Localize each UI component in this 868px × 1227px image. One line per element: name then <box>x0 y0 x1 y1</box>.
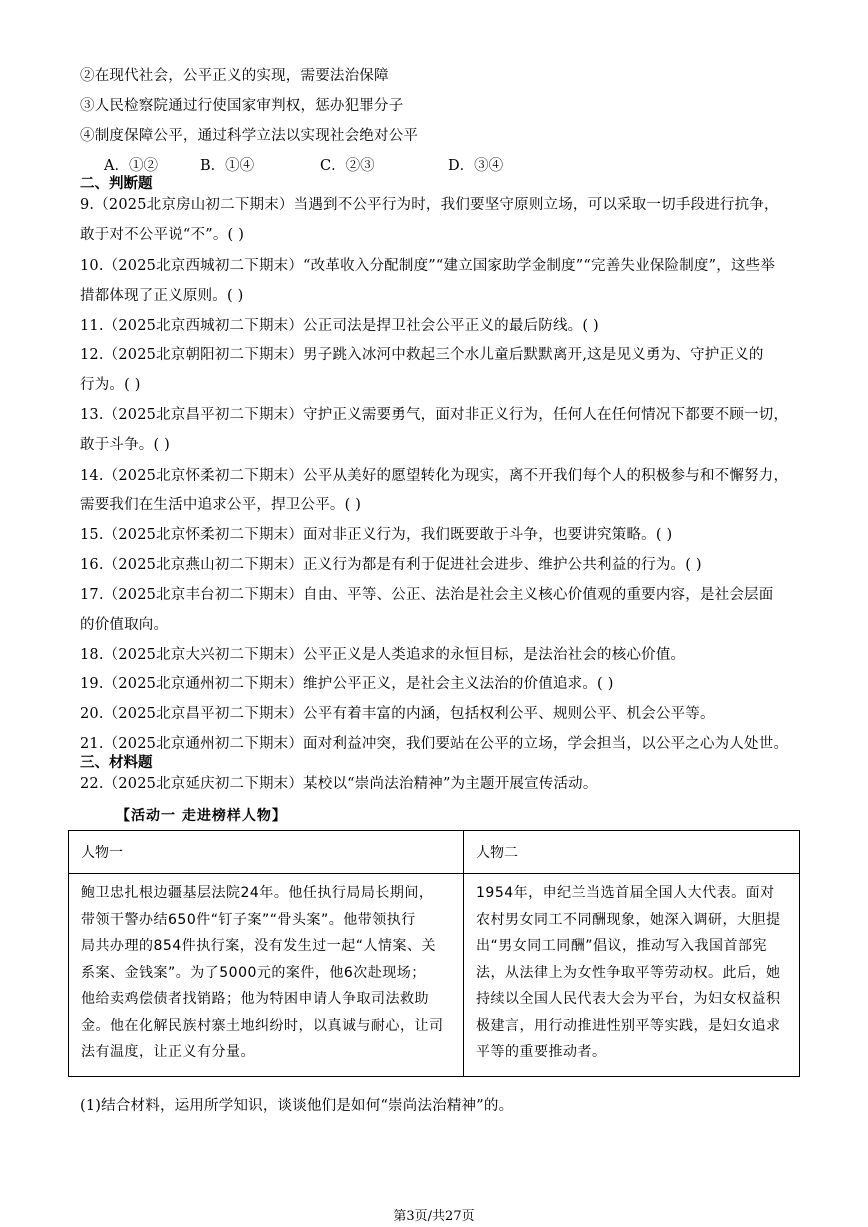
table-header-person-1: 人物一 <box>69 831 464 874</box>
question-21: 21.（2025北京通州初二下期末）面对利益冲突，我们要站在公平的立场，学会担当，以公平之心为人处世。 <box>80 736 789 752</box>
question-17-line-1: 17.（2025北京丰台初二下期末）自由、平等、公正、法治是社会主义核心价值观的重要内容，是社会层面 <box>80 587 774 603</box>
question-13-line-2: 敢于斗争。( ) <box>80 437 171 453</box>
question-10-line-1: 10.（2025北京西城初二下期末）“改革收入分配制度”“建立国家助学金制度”“完善失业保险制度”，这些举 <box>80 258 776 274</box>
option-c: C．②③ <box>320 158 375 174</box>
person-1-line: 带领干警办结650件“钉子案”“骨头案”。他带领执行 <box>81 911 416 928</box>
question-11: 11.（2025北京西城初二下期末）公正司法是捍卫社会公平正义的最后防线。( ) <box>80 318 599 334</box>
question-19: 19.（2025北京通州初二下期末）维护公平正义，是社会主义法治的价值追求。( ) <box>80 676 614 692</box>
material-table <box>68 830 800 1077</box>
table-cell-person-2 <box>464 874 800 1077</box>
person-2-line: 持续以全国人民代表大会为平台，为妇女权益积 <box>476 991 781 1007</box>
question-9-line-2: 敢于对不公平说“不”。( ) <box>80 227 245 243</box>
person-1-line: 局共办理的854件执行案，没有发生过一起“人情案、关 <box>81 938 436 954</box>
person-2-line: 平等的重要推动者。 <box>476 1044 607 1060</box>
person-1-line: 系案、金钱案”。为了5000元的案件，他6次赴现场； <box>81 964 426 981</box>
statement-2: ②在现代社会，公平正义的实现，需要法治保障 <box>80 68 389 84</box>
question-14-line-1: 14.（2025北京怀柔初二下期末）公平从美好的愿望转化为现实，离不开我们每个人的积极参与和不懈努力， <box>80 468 789 484</box>
section-title-material: 三、材料题 <box>80 755 153 771</box>
table-header-person-2: 人物二 <box>464 831 800 874</box>
question-9-line-1: 9.（2025北京房山初二下期末）当遇到不公平行为时，我们要坚守原则立场，可以采取一切手段进行抗争， <box>80 197 779 213</box>
option-b: B．①④ <box>200 158 255 174</box>
person-2-line: 出“男女同工同酬”倡议，推动写入我国首部宪 <box>476 938 768 954</box>
person-1-line: 法有温度，让正义有分量。 <box>81 1044 255 1060</box>
statement-4: ④制度保障公平，通过科学立法以实现社会绝对公平 <box>80 128 419 144</box>
table-cell-person-1 <box>69 874 464 1077</box>
question-12-line-1: 12.（2025北京朝阳初二下期末）男子跳入冰河中救起三个水儿童后默默离开,这是见义勇为、守护正义的 <box>80 347 764 363</box>
person-2-line: 农村男女同工不同酬现象，她深入调研，大胆提 <box>476 911 781 928</box>
question-17-line-2: 的价值取向。 <box>80 617 169 633</box>
question-10-line-2: 措都体现了正义原则。( ) <box>80 288 244 304</box>
person-1-line: 金。他在化解民族村寨土地纠纷时，以真诚与耐心，让司 <box>81 1017 444 1034</box>
question-14-line-2: 需要我们在生活中追求公平，捍卫公平。( ) <box>80 497 362 513</box>
person-2-line: 1954年，申纪兰当选首届全国人大代表。面对 <box>476 885 775 901</box>
option-d: D．③④ <box>448 158 504 174</box>
statement-3: ③人民检察院通过行使国家审判权，惩办犯罪分子 <box>80 98 404 114</box>
section-title-judgement: 二、判断题 <box>80 176 153 192</box>
question-18: 18.（2025北京大兴初二下期末）公平正义是人类追求的永恒目标，是法治社会的核心价值。 <box>80 647 686 663</box>
person-2-line: 极建言，用行动推进性别平等实践，是妇女追求 <box>476 1017 781 1034</box>
person-1-line: 鲍卫忠扎根边疆基层法院24年。他任执行局局长期间， <box>81 885 434 901</box>
option-a: A．①② <box>104 158 158 174</box>
person-2-line: 法，从法律上为女性争取平等劳动权。此后，她 <box>476 964 781 981</box>
question-22: 22.（2025北京延庆初二下期末）某校以“崇尚法治精神”为主题开展宣传活动。 <box>80 776 598 792</box>
question-15: 15.（2025北京怀柔初二下期末）面对非正义行为，我们既要敢于斗争，也要讲究策略。( ) <box>80 527 673 543</box>
question-13-line-1: 13.（2025北京昌平初二下期末）守护正义需要勇气，面对非正义行为，任何人在任何情况下都要不顾一切， <box>80 407 789 423</box>
question-22-sub-1: (1)结合材料，运用所学知识，谈谈他们是如何“崇尚法治精神”的。 <box>80 1098 514 1114</box>
page-footer: 第3页/共27页 <box>393 1209 475 1224</box>
question-12-line-2: 行为。( ) <box>80 377 141 393</box>
question-20: 20.（2025北京昌平初二下期末）公平有着丰富的内涵，包括权利公平、规则公平、机会公平等。 <box>80 706 715 722</box>
person-1-line: 他给卖鸡偿债者找销路；他为特困申请人争取司法救助 <box>81 991 429 1007</box>
answer-options <box>104 156 503 176</box>
question-16: 16.（2025北京燕山初二下期末）正义行为都是有利于促进社会进步、维护公共利益的行为。( ) <box>80 557 702 573</box>
activity-title: 【活动一 走进榜样人物】 <box>116 808 287 824</box>
